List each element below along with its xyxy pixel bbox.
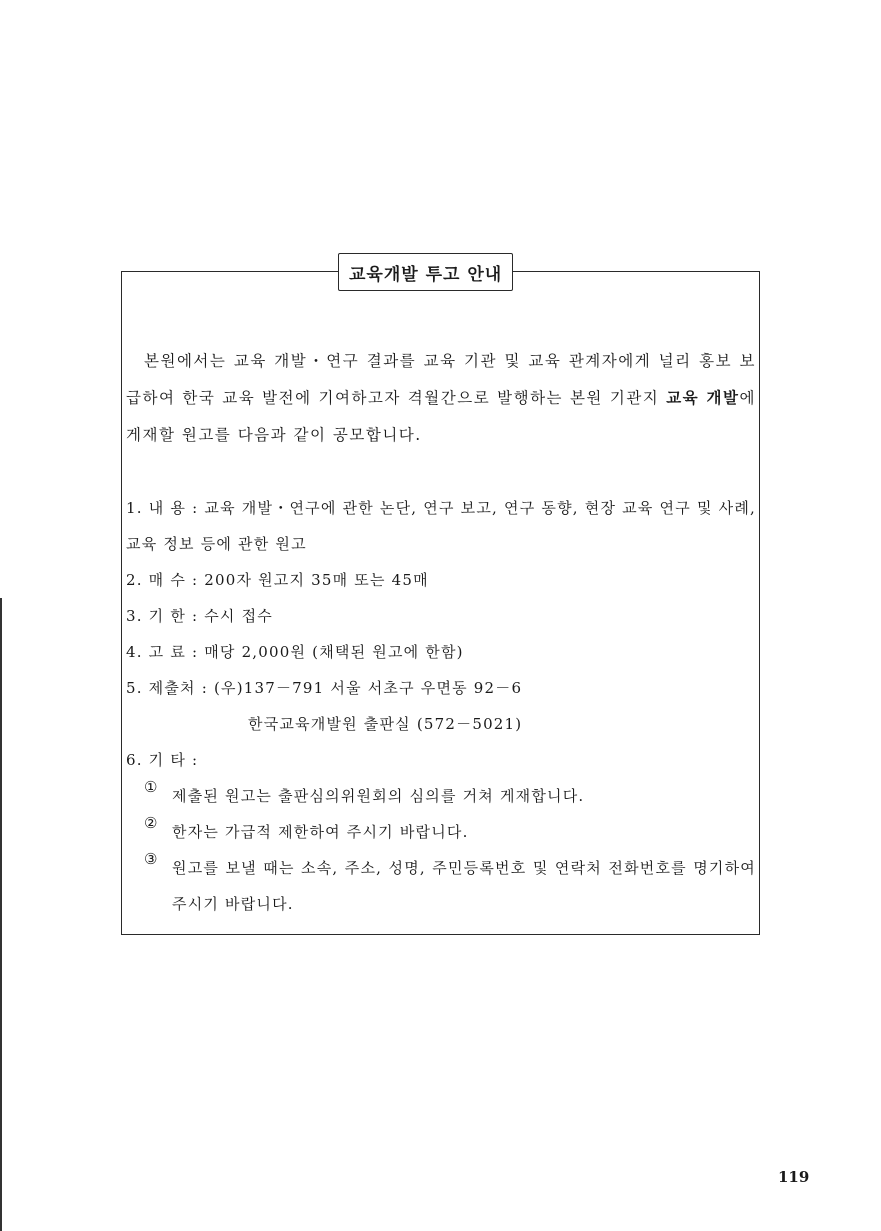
item-label: 4. 고 료 : — [126, 643, 205, 661]
etc-item — [126, 850, 756, 922]
item-deadline — [126, 598, 756, 634]
left-margin-rule — [0, 598, 2, 1231]
page-number: 119 — [778, 1168, 810, 1186]
circled-number: ③ — [144, 850, 159, 868]
item-content — [126, 490, 756, 562]
etc-text: 원고를 보낼 때는 소속, 주소, 성명, 주민등록번호 및 연락처 전화번호를 명기하여 주시기 바랍니다. — [172, 859, 756, 913]
item-submission — [126, 670, 756, 706]
item-text: 수시 접수 — [204, 607, 273, 625]
etc-text: 제출된 원고는 출판심의위원회의 심의를 거쳐 게재합니다. — [172, 787, 585, 805]
address-line-2 — [126, 706, 756, 742]
item-label: 6. 기 타 : — [126, 751, 199, 769]
circled-number: ① — [144, 778, 159, 796]
item-length — [126, 562, 756, 598]
notice-items — [126, 490, 756, 922]
item-label: 2. 매 수 : — [126, 571, 205, 589]
etc-item — [126, 814, 756, 850]
item-text: 교육 개발・연구에 관한 논단, 연구 보고, 연구 동향, 현장 교육 연구 및 사례, 교육 정보 등에 관한 원고 — [126, 499, 756, 553]
intro-text-after: 에 게재할 원고를 다음과 같이 공모합니다. — [126, 389, 756, 444]
item-text: 200자 원고지 35매 또는 45매 — [204, 571, 429, 589]
item-etc — [126, 742, 756, 778]
etc-text: 한자는 가급적 제한하여 주시기 바랍니다. — [172, 823, 469, 841]
address-text: 한국교육개발원 출판실 (572－5021) — [248, 715, 523, 733]
circled-number: ② — [144, 814, 159, 832]
notice-title-text: 교육개발 투고 안내 — [349, 264, 503, 285]
etc-item — [126, 778, 756, 814]
item-label: 3. 기 한 : — [126, 607, 205, 625]
item-text: 매당 2,000원 (채택된 원고에 한함) — [204, 643, 464, 661]
intro-text-before: 본원에서는 교육 개발・연구 결과를 교육 기관 및 교육 관계자에게 널리 홍보 보급하여 한국 교육 발전에 기여하고자 격월간으로 발행하는 본원 기관지 — [126, 352, 756, 407]
item-text: (우)137－791 서울 서초구 우면동 92－6 — [213, 679, 523, 697]
item-fee — [126, 634, 756, 670]
journal-name: 교육 개발 — [666, 389, 740, 407]
notice-title — [338, 253, 513, 291]
item-label: 1. 내 용 : — [126, 499, 205, 517]
intro-paragraph — [126, 343, 756, 454]
item-label: 5. 제출처 : — [126, 679, 214, 697]
